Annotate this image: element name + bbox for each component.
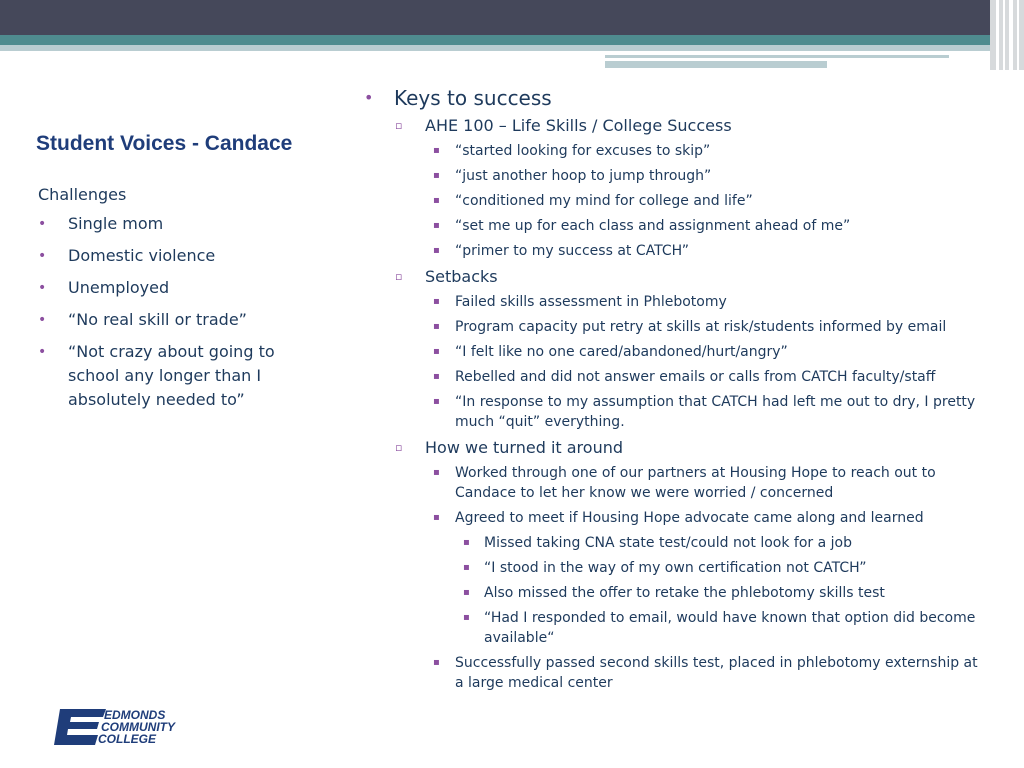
small-bullet-icon: ▪ <box>433 321 440 332</box>
header-accent-line <box>605 55 949 58</box>
slide-title: Student Voices - Candace <box>36 132 293 155</box>
ahe-item: ▪ “primer to my success at CATCH” <box>433 243 689 259</box>
bullet-icon: • <box>38 280 47 296</box>
setback-item: ▪ “I felt like no one cared/abandoned/hurt/angry” <box>433 344 788 360</box>
challenge-item: • “No real skill or trade” <box>38 308 298 332</box>
turned-item: ▪ Agreed to meet if Housing Hope advocate came along and learned <box>433 510 924 526</box>
small-bullet-icon: ▪ <box>433 195 440 206</box>
edmonds-college-logo <box>54 707 204 747</box>
bullet-icon: • <box>38 248 47 264</box>
header-band-teal <box>0 35 1024 45</box>
small-bullet-icon: ▪ <box>433 371 440 382</box>
setback-item: ▪ Program capacity put retry at skills at risk/students informed by email <box>433 319 947 335</box>
small-bullet-icon: ▪ <box>463 562 470 573</box>
setback-item: ▪ “In response to my assumption that CATCH had left me out to dry, I pretty much “quit” everything. <box>433 394 976 430</box>
header-band-light <box>0 45 1024 51</box>
challenge-item: • Single mom <box>38 212 298 236</box>
small-bullet-icon: ▪ <box>433 145 440 156</box>
challenges-heading: Challenges <box>38 185 127 204</box>
keys-to-success-section <box>364 85 984 698</box>
logo-line-1: EDMONDS <box>104 708 166 722</box>
small-bullet-icon: ▪ <box>433 467 440 478</box>
small-bullet-icon: ▪ <box>433 245 440 256</box>
challenges-list <box>38 212 298 412</box>
logo-line-3: COLLEGE <box>98 732 157 746</box>
turned-subitem: ▪ “I stood in the way of my own certification not CATCH” <box>463 560 867 576</box>
turned-around-heading: ▫ How we turned it around <box>395 438 624 457</box>
turned-item: ▪ Worked through one of our partners at Housing Hope to reach out to Candace to let her know we were worried / concerned <box>433 465 936 501</box>
setback-item: ▪ Failed skills assessment in Phlebotomy <box>433 294 727 310</box>
ahe-heading: ▫ AHE 100 – Life Skills / College Success <box>395 116 732 135</box>
small-bullet-icon: ▪ <box>433 346 440 357</box>
challenge-item: • Unemployed <box>38 276 298 300</box>
square-bullet-icon: ▫ <box>395 119 403 132</box>
small-bullet-icon: ▪ <box>433 657 440 668</box>
small-bullet-icon: ▪ <box>433 170 440 181</box>
challenges-section <box>38 185 298 420</box>
setbacks-heading: ▫ Setbacks <box>395 267 498 286</box>
logo-line-2: COMMUNITY <box>101 720 175 734</box>
turned-item: ▪ Successfully passed second skills test, placed in phlebotomy externship at a large medical center <box>433 655 978 691</box>
challenge-item: • “Not crazy about going to school any longer than I absolutely needed to” <box>38 342 275 409</box>
small-bullet-icon: ▪ <box>433 396 440 407</box>
bullet-icon: • <box>38 344 47 360</box>
header-stripes <box>990 0 1024 70</box>
ahe-item: ▪ “just another hoop to jump through” <box>433 168 712 184</box>
turned-subitem: ▪ Missed taking CNA state test/could not look for a job <box>463 535 852 551</box>
square-bullet-icon: ▫ <box>395 270 403 283</box>
ahe-item: ▪ “set me up for each class and assignment ahead of me” <box>433 218 851 234</box>
turned-subitem: ▪ Also missed the offer to retake the phlebotomy skills test <box>463 585 885 601</box>
small-bullet-icon: ▪ <box>433 296 440 307</box>
small-bullet-icon: ▪ <box>463 587 470 598</box>
turned-subitem: ▪ “Had I responded to email, would have known that option did become available“ <box>463 610 976 646</box>
ahe-item: ▪ “conditioned my mind for college and life” <box>433 193 753 209</box>
bullet-icon: • <box>38 312 47 328</box>
small-bullet-icon: ▪ <box>433 512 440 523</box>
square-bullet-icon: ▫ <box>395 441 403 454</box>
challenge-item: • Domestic violence <box>38 244 298 268</box>
bullet-icon: • <box>364 88 374 107</box>
keys-heading: • Keys to success <box>364 86 552 110</box>
header-band-dark <box>0 0 1024 35</box>
small-bullet-icon: ▪ <box>463 537 470 548</box>
small-bullet-icon: ▪ <box>433 220 440 231</box>
header-accent-bar <box>605 61 827 68</box>
setback-item: ▪ Rebelled and did not answer emails or calls from CATCH faculty/staff <box>433 369 936 385</box>
small-bullet-icon: ▪ <box>463 612 470 623</box>
ahe-item: ▪ “started looking for excuses to skip” <box>433 143 711 159</box>
bullet-icon: • <box>38 216 47 232</box>
